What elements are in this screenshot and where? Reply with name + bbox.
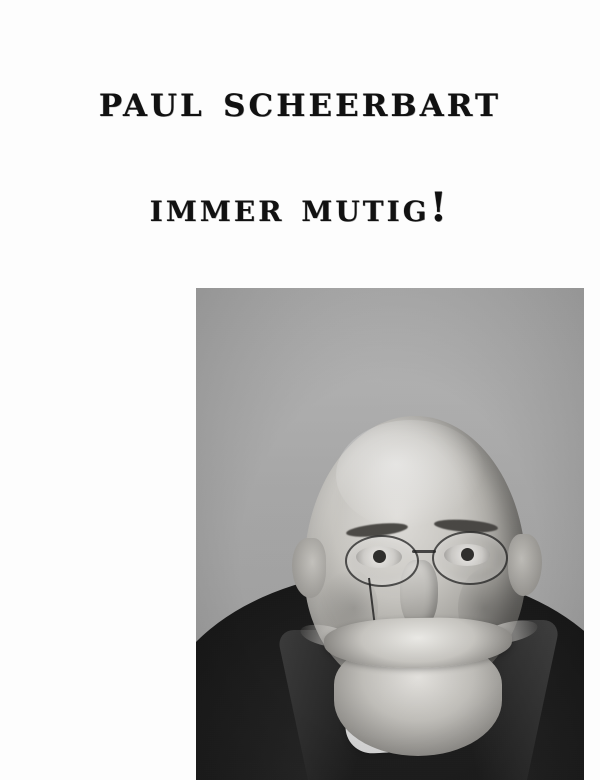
portrait-glasses-lens-left <box>345 535 419 587</box>
portrait-glasses-bridge <box>412 550 436 553</box>
portrait-glasses-lens-right <box>432 531 508 585</box>
book-title: immer mutig! <box>149 184 451 232</box>
title-block <box>0 78 600 231</box>
portrait-forehead-highlight <box>336 420 486 530</box>
portrait-image <box>196 288 584 780</box>
author-name: paul scheerbart <box>98 76 502 127</box>
portrait-photo-surface <box>196 288 584 780</box>
